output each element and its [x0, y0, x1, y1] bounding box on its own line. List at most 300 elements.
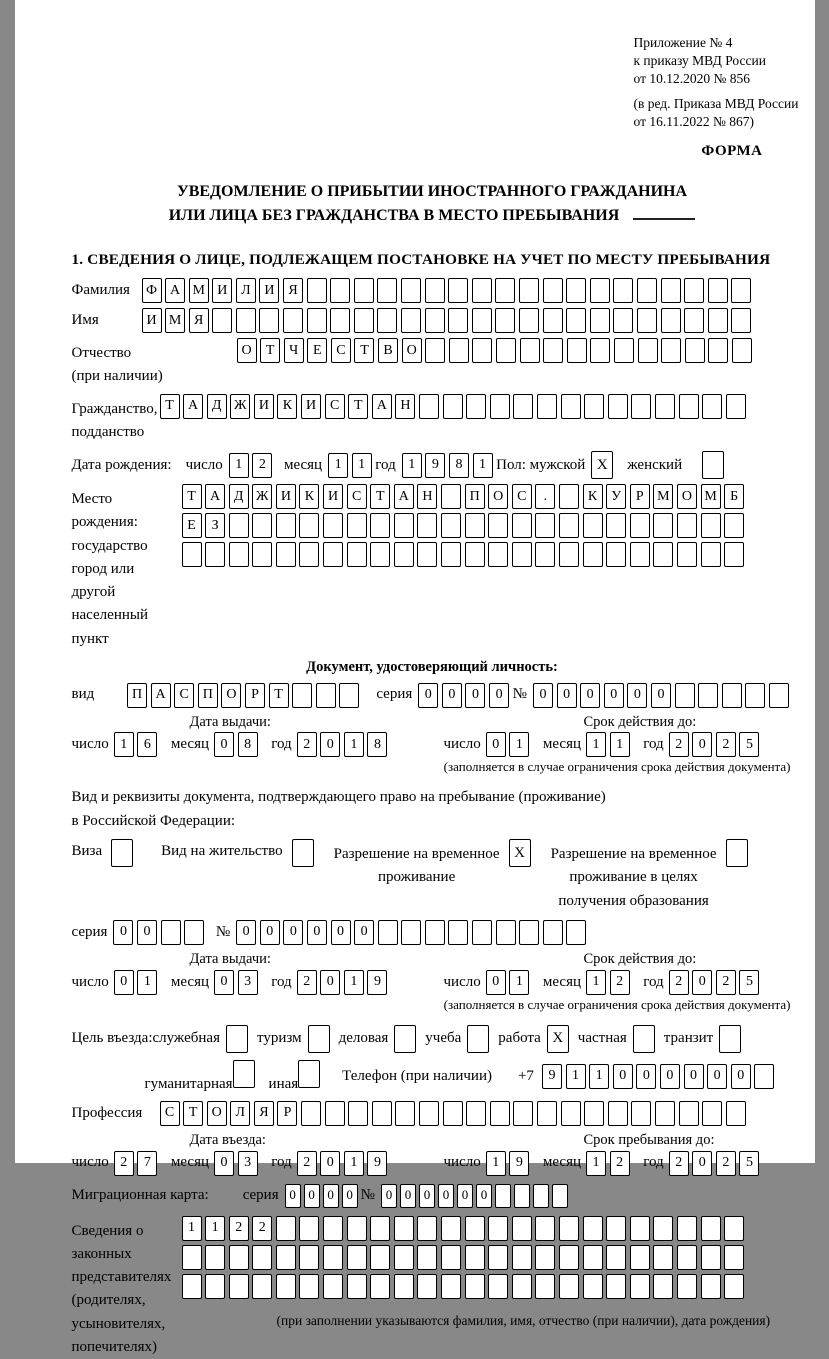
doc-number-box[interactable]: 0 [533, 683, 553, 708]
representatives-char-box[interactable]: 1 [205, 1216, 225, 1241]
name-char-box[interactable] [637, 308, 657, 333]
residence-number-box[interactable] [566, 920, 586, 945]
surname-char-box[interactable] [330, 278, 350, 303]
doc-number-box[interactable] [698, 683, 718, 708]
birth-place-char-box[interactable]: И [323, 484, 343, 509]
representatives-char-box[interactable]: 1 [182, 1216, 202, 1241]
surname-char-box[interactable] [543, 278, 563, 303]
patronymic-char-box[interactable] [449, 338, 469, 363]
residence-number-box[interactable] [472, 920, 492, 945]
name-char-box[interactable] [519, 308, 539, 333]
profession-char-box[interactable] [631, 1101, 651, 1126]
representatives-char-box[interactable] [441, 1216, 461, 1241]
residence-issue-day-box[interactable]: 0 [114, 970, 134, 995]
representatives-char-box[interactable] [441, 1274, 461, 1299]
representatives-char-box[interactable]: 2 [252, 1216, 272, 1241]
profession-char-box[interactable] [466, 1101, 486, 1126]
birth-place-char-box[interactable]: М [701, 484, 721, 509]
surname-char-box[interactable] [566, 278, 586, 303]
phone-digit-box[interactable]: 0 [707, 1064, 727, 1089]
purpose-official-checkbox[interactable] [226, 1025, 248, 1053]
patronymic-char-box[interactable] [732, 338, 752, 363]
name-char-box[interactable] [495, 308, 515, 333]
patronymic-char-box[interactable] [708, 338, 728, 363]
representatives-char-box[interactable] [347, 1274, 367, 1299]
patronymic-char-box[interactable] [496, 338, 516, 363]
patronymic-char-box[interactable]: О [237, 338, 257, 363]
doc-series-box[interactable]: 0 [465, 683, 485, 708]
migration-number-box[interactable]: 0 [381, 1184, 397, 1208]
patronymic-char-box[interactable] [638, 338, 658, 363]
migration-number-box[interactable] [552, 1184, 568, 1208]
birth-place-char-box[interactable]: А [394, 484, 414, 509]
doc-kind-char-box[interactable]: П [127, 683, 147, 708]
birth-place-char-box[interactable] [252, 542, 272, 567]
residence-issue-month-box[interactable]: 0 [214, 970, 234, 995]
patronymic-char-box[interactable]: В [378, 338, 398, 363]
representatives-char-box[interactable] [701, 1245, 721, 1270]
doc-valid-month-box[interactable]: 1 [586, 732, 606, 757]
stay-year-box[interactable]: 2 [716, 1151, 736, 1176]
birth-place-char-box[interactable] [559, 513, 579, 538]
doc-valid-year-box[interactable]: 0 [692, 732, 712, 757]
birth-place-char-box[interactable]: Ж [252, 484, 272, 509]
patronymic-char-box[interactable]: О [402, 338, 422, 363]
representatives-char-box[interactable] [276, 1216, 296, 1241]
profession-char-box[interactable] [679, 1101, 699, 1126]
phone-digit-box[interactable]: 9 [542, 1064, 562, 1089]
representatives-char-box[interactable] [394, 1245, 414, 1270]
representatives-char-box[interactable] [583, 1245, 603, 1270]
birth-place-char-box[interactable] [394, 542, 414, 567]
birth-place-char-box[interactable] [229, 542, 249, 567]
birth-place-char-box[interactable] [653, 513, 673, 538]
representatives-char-box[interactable] [370, 1216, 390, 1241]
doc-kind-char-box[interactable]: Р [245, 683, 265, 708]
representatives-char-box[interactable] [606, 1216, 626, 1241]
birth-year-box[interactable]: 1 [473, 453, 493, 478]
doc-series-box[interactable]: 0 [418, 683, 438, 708]
surname-char-box[interactable] [684, 278, 704, 303]
name-char-box[interactable] [472, 308, 492, 333]
representatives-char-box[interactable] [559, 1274, 579, 1299]
representatives-char-box[interactable] [653, 1274, 673, 1299]
entry-month-box[interactable]: 0 [214, 1151, 234, 1176]
birth-place-char-box[interactable] [299, 542, 319, 567]
name-char-box[interactable] [425, 308, 445, 333]
name-char-box[interactable] [590, 308, 610, 333]
doc-valid-year-box[interactable]: 5 [739, 732, 759, 757]
sex-male-checkbox[interactable]: X [591, 451, 613, 479]
representatives-char-box[interactable] [606, 1245, 626, 1270]
birth-place-char-box[interactable] [535, 542, 555, 567]
surname-char-box[interactable] [448, 278, 468, 303]
representatives-char-box[interactable] [229, 1245, 249, 1270]
residence-issue-year-box[interactable]: 0 [320, 970, 340, 995]
phone-digit-box[interactable]: 1 [589, 1064, 609, 1089]
representatives-char-box[interactable] [535, 1274, 555, 1299]
birth-place-char-box[interactable] [606, 513, 626, 538]
birth-place-char-box[interactable] [724, 542, 744, 567]
citizenship-char-box[interactable] [466, 394, 486, 419]
birth-place-char-box[interactable] [512, 542, 532, 567]
migration-number-box[interactable] [514, 1184, 530, 1208]
representatives-char-box[interactable] [677, 1245, 697, 1270]
profession-char-box[interactable] [301, 1101, 321, 1126]
birth-place-char-box[interactable]: Т [182, 484, 202, 509]
birth-place-char-box[interactable]: Н [417, 484, 437, 509]
patronymic-char-box[interactable]: Е [307, 338, 327, 363]
profession-char-box[interactable] [726, 1101, 746, 1126]
doc-valid-day-box[interactable]: 0 [486, 732, 506, 757]
residence-valid-month-box[interactable]: 2 [610, 970, 630, 995]
name-char-box[interactable] [613, 308, 633, 333]
representatives-char-box[interactable] [630, 1216, 650, 1241]
birth-place-char-box[interactable]: З [205, 513, 225, 538]
migration-number-box[interactable]: 0 [438, 1184, 454, 1208]
stay-year-box[interactable]: 2 [669, 1151, 689, 1176]
representatives-char-box[interactable] [370, 1274, 390, 1299]
representatives-char-box[interactable] [724, 1245, 744, 1270]
residence-number-box[interactable]: 0 [354, 920, 374, 945]
birth-place-char-box[interactable]: Р [630, 484, 650, 509]
profession-char-box[interactable] [348, 1101, 368, 1126]
representatives-char-box[interactable] [323, 1216, 343, 1241]
residence-valid-year-box[interactable]: 2 [716, 970, 736, 995]
profession-char-box[interactable]: О [207, 1101, 227, 1126]
migration-number-box[interactable]: 0 [400, 1184, 416, 1208]
birth-place-char-box[interactable] [701, 513, 721, 538]
surname-char-box[interactable] [472, 278, 492, 303]
citizenship-char-box[interactable] [537, 394, 557, 419]
name-char-box[interactable] [212, 308, 232, 333]
birth-place-char-box[interactable] [417, 513, 437, 538]
residence-series-box[interactable] [161, 920, 181, 945]
name-char-box[interactable] [330, 308, 350, 333]
migration-number-box[interactable]: 0 [419, 1184, 435, 1208]
profession-char-box[interactable]: С [160, 1101, 180, 1126]
patronymic-char-box[interactable] [614, 338, 634, 363]
name-char-box[interactable] [259, 308, 279, 333]
citizenship-char-box[interactable] [419, 394, 439, 419]
name-char-box[interactable] [307, 308, 327, 333]
patronymic-char-box[interactable]: С [331, 338, 351, 363]
phone-digit-box[interactable] [754, 1064, 774, 1089]
birth-place-char-box[interactable]: М [653, 484, 673, 509]
birth-place-char-box[interactable]: О [488, 484, 508, 509]
representatives-char-box[interactable] [417, 1216, 437, 1241]
doc-number-box[interactable]: 0 [557, 683, 577, 708]
name-char-box[interactable] [684, 308, 704, 333]
profession-char-box[interactable] [584, 1101, 604, 1126]
sex-female-checkbox[interactable] [702, 451, 724, 479]
representatives-char-box[interactable] [394, 1216, 414, 1241]
representatives-char-box[interactable] [677, 1216, 697, 1241]
profession-char-box[interactable] [608, 1101, 628, 1126]
birth-place-char-box[interactable] [630, 542, 650, 567]
birth-place-char-box[interactable] [205, 542, 225, 567]
birth-place-char-box[interactable] [724, 513, 744, 538]
representatives-char-box[interactable] [653, 1245, 673, 1270]
representatives-char-box[interactable] [583, 1216, 603, 1241]
doc-kind-char-box[interactable]: Т [269, 683, 289, 708]
representatives-char-box[interactable] [724, 1274, 744, 1299]
residence-series-box[interactable] [184, 920, 204, 945]
entry-year-box[interactable]: 0 [320, 1151, 340, 1176]
stay-year-box[interactable]: 5 [739, 1151, 759, 1176]
temp-residence-checkbox[interactable]: X [509, 839, 531, 867]
birth-place-char-box[interactable] [229, 513, 249, 538]
patronymic-char-box[interactable] [685, 338, 705, 363]
patronymic-char-box[interactable] [520, 338, 540, 363]
birth-place-char-box[interactable]: П [465, 484, 485, 509]
surname-char-box[interactable] [425, 278, 445, 303]
stay-month-box[interactable]: 2 [610, 1151, 630, 1176]
purpose-work-checkbox[interactable]: X [547, 1025, 569, 1053]
doc-number-box[interactable] [722, 683, 742, 708]
representatives-char-box[interactable] [441, 1245, 461, 1270]
birth-place-char-box[interactable] [276, 513, 296, 538]
visa-checkbox[interactable] [111, 839, 133, 867]
surname-char-box[interactable] [731, 278, 751, 303]
purpose-other-checkbox[interactable] [298, 1060, 320, 1088]
birth-day-box[interactable]: 2 [252, 453, 272, 478]
citizenship-char-box[interactable]: А [372, 394, 392, 419]
entry-year-box[interactable]: 1 [344, 1151, 364, 1176]
birth-place-char-box[interactable]: И [276, 484, 296, 509]
birth-day-box[interactable]: 1 [229, 453, 249, 478]
birth-year-box[interactable]: 8 [449, 453, 469, 478]
profession-char-box[interactable] [537, 1101, 557, 1126]
residence-number-box[interactable] [448, 920, 468, 945]
doc-number-box[interactable]: 0 [651, 683, 671, 708]
representatives-char-box[interactable] [724, 1216, 744, 1241]
citizenship-char-box[interactable]: Н [395, 394, 415, 419]
representatives-char-box[interactable] [394, 1274, 414, 1299]
citizenship-char-box[interactable] [631, 394, 651, 419]
name-char-box[interactable] [448, 308, 468, 333]
representatives-char-box[interactable] [512, 1274, 532, 1299]
residence-number-box[interactable] [519, 920, 539, 945]
patronymic-char-box[interactable] [590, 338, 610, 363]
representatives-char-box[interactable] [299, 1274, 319, 1299]
doc-kind-char-box[interactable]: С [174, 683, 194, 708]
citizenship-char-box[interactable] [679, 394, 699, 419]
profession-char-box[interactable]: Р [277, 1101, 297, 1126]
doc-issue-year-box[interactable]: 0 [320, 732, 340, 757]
birth-place-char-box[interactable] [276, 542, 296, 567]
birth-place-char-box[interactable] [347, 542, 367, 567]
representatives-char-box[interactable] [512, 1245, 532, 1270]
representatives-char-box[interactable] [229, 1274, 249, 1299]
surname-char-box[interactable] [590, 278, 610, 303]
name-char-box[interactable]: Я [189, 308, 209, 333]
surname-char-box[interactable]: Я [283, 278, 303, 303]
birth-place-char-box[interactable] [252, 513, 272, 538]
birth-place-char-box[interactable] [370, 513, 390, 538]
birth-place-char-box[interactable]: . [535, 484, 555, 509]
surname-char-box[interactable]: М [189, 278, 209, 303]
migration-number-box[interactable]: 0 [457, 1184, 473, 1208]
purpose-tourism-checkbox[interactable] [308, 1025, 330, 1053]
birth-place-char-box[interactable] [488, 513, 508, 538]
birth-place-char-box[interactable] [559, 484, 579, 509]
doc-kind-char-box[interactable]: О [221, 683, 241, 708]
citizenship-char-box[interactable]: Д [207, 394, 227, 419]
birth-year-box[interactable]: 1 [402, 453, 422, 478]
birth-place-char-box[interactable]: Б [724, 484, 744, 509]
doc-number-box[interactable]: 0 [580, 683, 600, 708]
doc-issue-year-box[interactable]: 2 [297, 732, 317, 757]
profession-char-box[interactable] [490, 1101, 510, 1126]
residence-number-box[interactable] [543, 920, 563, 945]
entry-year-box[interactable]: 2 [297, 1151, 317, 1176]
residence-number-box[interactable]: 0 [260, 920, 280, 945]
name-char-box[interactable] [543, 308, 563, 333]
representatives-char-box[interactable] [417, 1245, 437, 1270]
representatives-char-box[interactable] [701, 1216, 721, 1241]
citizenship-char-box[interactable]: Т [160, 394, 180, 419]
birth-place-char-box[interactable]: С [512, 484, 532, 509]
citizenship-char-box[interactable] [726, 394, 746, 419]
phone-digit-box[interactable]: 0 [684, 1064, 704, 1089]
representatives-char-box[interactable] [370, 1245, 390, 1270]
profession-char-box[interactable] [395, 1101, 415, 1126]
residence-valid-year-box[interactable]: 5 [739, 970, 759, 995]
purpose-humanitarian-checkbox[interactable] [233, 1060, 255, 1088]
birth-month-box[interactable]: 1 [352, 453, 372, 478]
citizenship-char-box[interactable]: С [325, 394, 345, 419]
representatives-char-box[interactable] [583, 1274, 603, 1299]
profession-char-box[interactable] [702, 1101, 722, 1126]
name-char-box[interactable] [731, 308, 751, 333]
patronymic-char-box[interactable]: Т [260, 338, 280, 363]
residence-valid-day-box[interactable]: 0 [486, 970, 506, 995]
representatives-char-box[interactable] [701, 1274, 721, 1299]
representatives-char-box[interactable] [488, 1274, 508, 1299]
representatives-char-box[interactable] [252, 1245, 272, 1270]
migration-number-box[interactable] [495, 1184, 511, 1208]
representatives-char-box[interactable] [276, 1245, 296, 1270]
name-char-box[interactable]: И [142, 308, 162, 333]
representatives-char-box[interactable] [512, 1216, 532, 1241]
surname-char-box[interactable] [495, 278, 515, 303]
profession-char-box[interactable]: Л [230, 1101, 250, 1126]
doc-issue-year-box[interactable]: 1 [344, 732, 364, 757]
doc-number-box[interactable]: 0 [604, 683, 624, 708]
representatives-char-box[interactable]: 2 [229, 1216, 249, 1241]
phone-digit-box[interactable]: 0 [660, 1064, 680, 1089]
residence-number-box[interactable] [401, 920, 421, 945]
surname-char-box[interactable] [307, 278, 327, 303]
birth-place-char-box[interactable]: Е [182, 513, 202, 538]
entry-year-box[interactable]: 9 [367, 1151, 387, 1176]
representatives-char-box[interactable] [465, 1245, 485, 1270]
surname-char-box[interactable]: И [259, 278, 279, 303]
name-char-box[interactable] [401, 308, 421, 333]
migration-series-box[interactable]: 0 [342, 1184, 358, 1208]
citizenship-char-box[interactable] [490, 394, 510, 419]
birth-place-char-box[interactable]: С [347, 484, 367, 509]
patronymic-char-box[interactable] [472, 338, 492, 363]
migration-series-box[interactable]: 0 [304, 1184, 320, 1208]
birth-place-char-box[interactable]: К [583, 484, 603, 509]
doc-number-box[interactable] [745, 683, 765, 708]
phone-digit-box[interactable]: 1 [566, 1064, 586, 1089]
birth-place-char-box[interactable] [347, 513, 367, 538]
representatives-char-box[interactable] [559, 1216, 579, 1241]
representatives-char-box[interactable] [535, 1245, 555, 1270]
doc-issue-day-box[interactable]: 6 [137, 732, 157, 757]
profession-char-box[interactable] [655, 1101, 675, 1126]
citizenship-char-box[interactable] [513, 394, 533, 419]
birth-place-char-box[interactable]: О [677, 484, 697, 509]
birth-place-char-box[interactable] [606, 542, 626, 567]
birth-place-char-box[interactable] [701, 542, 721, 567]
birth-place-char-box[interactable] [535, 513, 555, 538]
doc-valid-day-box[interactable]: 1 [509, 732, 529, 757]
profession-char-box[interactable]: Т [183, 1101, 203, 1126]
representatives-char-box[interactable] [653, 1216, 673, 1241]
representatives-char-box[interactable] [606, 1274, 626, 1299]
representatives-char-box[interactable] [535, 1216, 555, 1241]
name-char-box[interactable] [283, 308, 303, 333]
residence-issue-day-box[interactable]: 1 [137, 970, 157, 995]
profession-char-box[interactable] [325, 1101, 345, 1126]
citizenship-char-box[interactable] [655, 394, 675, 419]
doc-issue-year-box[interactable]: 8 [367, 732, 387, 757]
birth-place-char-box[interactable] [465, 513, 485, 538]
birth-place-char-box[interactable] [630, 513, 650, 538]
representatives-char-box[interactable] [347, 1216, 367, 1241]
representatives-char-box[interactable] [559, 1245, 579, 1270]
birth-place-char-box[interactable] [653, 542, 673, 567]
residence-issue-year-box[interactable]: 2 [297, 970, 317, 995]
phone-digit-box[interactable]: 0 [636, 1064, 656, 1089]
birth-place-char-box[interactable] [394, 513, 414, 538]
birth-place-char-box[interactable]: А [205, 484, 225, 509]
representatives-char-box[interactable] [677, 1274, 697, 1299]
migration-series-box[interactable]: 0 [285, 1184, 301, 1208]
representatives-char-box[interactable] [276, 1274, 296, 1299]
citizenship-char-box[interactable] [702, 394, 722, 419]
doc-series-box[interactable]: 0 [489, 683, 509, 708]
residence-valid-month-box[interactable]: 1 [586, 970, 606, 995]
birth-place-char-box[interactable] [323, 513, 343, 538]
representatives-char-box[interactable] [323, 1274, 343, 1299]
representatives-char-box[interactable] [205, 1274, 225, 1299]
surname-char-box[interactable]: Л [236, 278, 256, 303]
representatives-char-box[interactable] [630, 1274, 650, 1299]
representatives-char-box[interactable] [488, 1245, 508, 1270]
entry-day-box[interactable]: 7 [137, 1151, 157, 1176]
citizenship-char-box[interactable]: Т [348, 394, 368, 419]
surname-char-box[interactable]: Ф [142, 278, 162, 303]
stay-month-box[interactable]: 1 [586, 1151, 606, 1176]
birth-place-char-box[interactable] [441, 542, 461, 567]
surname-char-box[interactable] [708, 278, 728, 303]
citizenship-char-box[interactable] [608, 394, 628, 419]
doc-kind-char-box[interactable] [292, 683, 312, 708]
citizenship-char-box[interactable]: И [301, 394, 321, 419]
residence-issue-year-box[interactable]: 1 [344, 970, 364, 995]
doc-number-box[interactable]: 0 [627, 683, 647, 708]
doc-valid-month-box[interactable]: 1 [610, 732, 630, 757]
birth-place-char-box[interactable] [677, 513, 697, 538]
profession-char-box[interactable] [419, 1101, 439, 1126]
surname-char-box[interactable] [354, 278, 374, 303]
residence-number-box[interactable]: 0 [236, 920, 256, 945]
